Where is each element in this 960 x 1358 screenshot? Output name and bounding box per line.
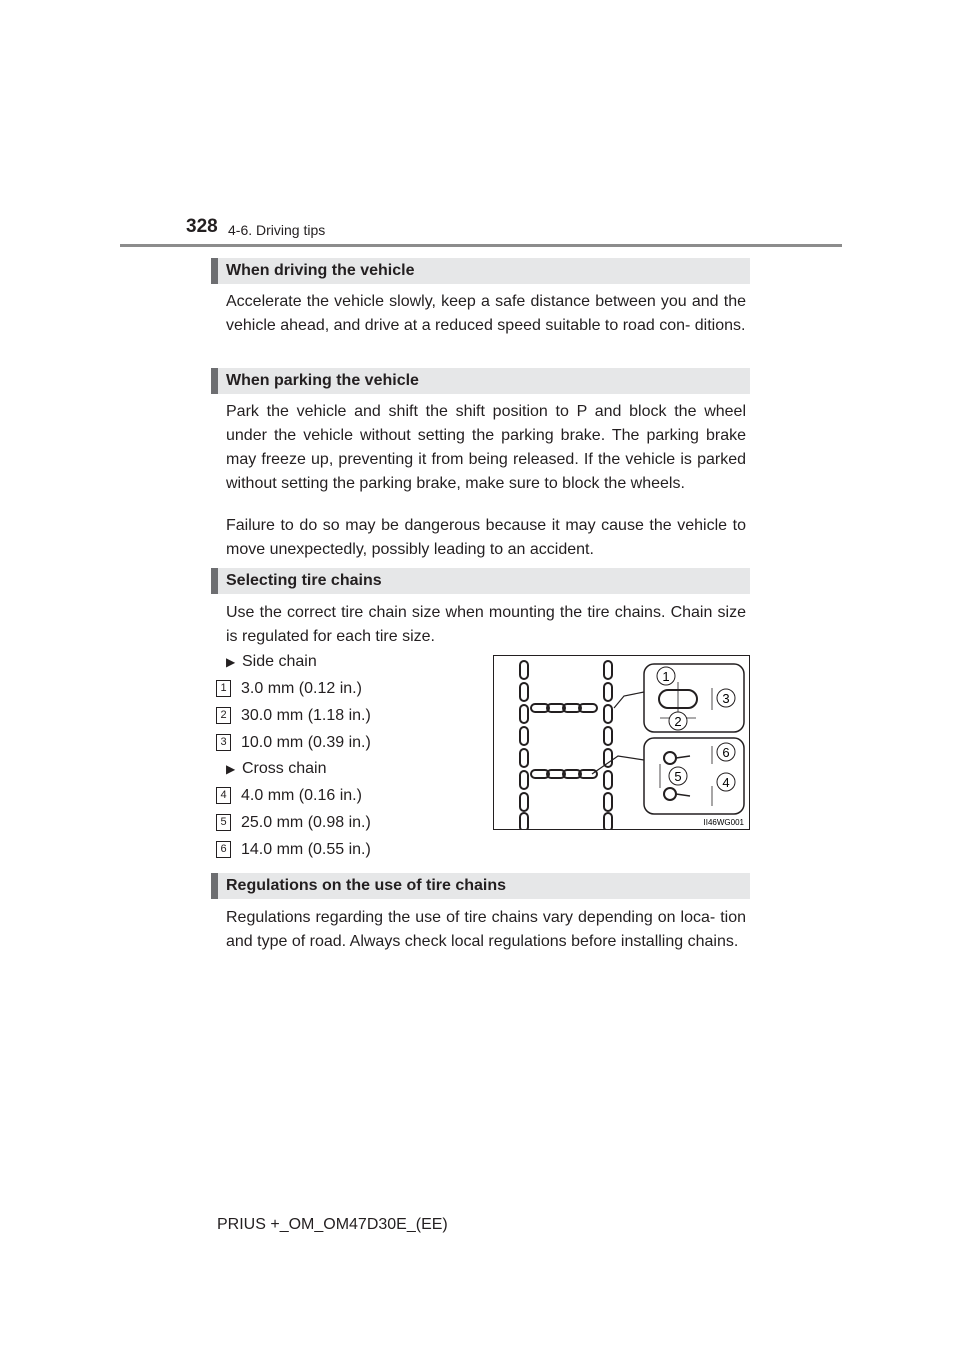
callout-5: 5 — [674, 769, 682, 784]
text-line: chains. — [687, 933, 739, 950]
chain-drawing — [520, 661, 644, 829]
heading-regulations: Regulations on the use of tire chains — [211, 873, 750, 899]
side-chain-label: ▶ Side chain — [226, 650, 317, 674]
text-line: Use the correct tire chain size when mounting the tire chains. Chain — [226, 604, 713, 621]
spec-item: 4 4.0 mm (0.16 in.) — [216, 784, 362, 808]
bullet-triangle-icon: ▶ — [226, 655, 236, 669]
text-line: under the vehicle without setting the parking brake. The parking brake — [226, 427, 746, 444]
heading-chains: Selecting tire chains — [211, 568, 750, 594]
callout-4: 4 — [722, 775, 730, 790]
bullet-triangle-icon: ▶ — [226, 762, 236, 776]
heading-driving: When driving the vehicle — [211, 258, 750, 284]
section-title: 4-6. Driving tips — [228, 222, 326, 238]
spec-item: 1 3.0 mm (0.12 in.) — [216, 677, 362, 701]
text-line: Accelerate the vehicle slowly, keep a safe distance between you and — [226, 293, 719, 310]
regulations-paragraph — [226, 906, 746, 954]
text-line: the vehicle ahead, and drive at a reduced speed suitable to road con- — [226, 293, 746, 334]
page-number: 328 — [186, 216, 218, 237]
callout-6: 6 — [722, 745, 730, 760]
text-line: tion and type of road. Always check local regulations before installing — [226, 909, 746, 950]
text-line: to move unexpectedly, possibly leading to an accident. — [226, 517, 747, 558]
parking-paragraph-1 — [226, 400, 746, 496]
spec-item: 6 14.0 mm (0.55 in.) — [216, 838, 371, 862]
header-rule — [120, 244, 842, 247]
callout-2: 2 — [674, 714, 682, 729]
document-id: PRIUS +_OM_OM47D30E_(EE) — [217, 1216, 448, 1233]
callout-3: 3 — [722, 691, 730, 706]
text-line: Park the vehicle and shift the shift position to P and block the wheel — [226, 403, 746, 420]
cross-chain-label: ▶ Cross chain — [226, 757, 326, 781]
parking-paragraph-2 — [226, 514, 746, 562]
driving-paragraph — [226, 290, 746, 338]
heading-parking: When parking the vehicle — [211, 368, 750, 394]
spec-item: 3 10.0 mm (0.39 in.) — [216, 731, 371, 755]
text-line: wheels. — [630, 475, 685, 492]
callout-1: 1 — [662, 669, 670, 684]
spec-item: 5 25.0 mm (0.98 in.) — [216, 811, 371, 835]
text-line: ditions. — [694, 317, 746, 334]
tire-chain-figure — [493, 655, 750, 830]
text-line: parked without setting the parking brake, make sure to block the — [226, 451, 747, 492]
text-line: may freeze up, preventing it from being released. If the vehicle is — [226, 451, 692, 468]
figure-code: II46WG001 — [703, 818, 744, 827]
chains-paragraph — [226, 601, 746, 649]
text-line: size is regulated for each tire size. — [226, 604, 746, 645]
text-line: Failure to do so may be dangerous because it may cause the vehicle — [226, 517, 728, 534]
spec-item: 2 30.0 mm (1.18 in.) — [216, 704, 371, 728]
text-line: Regulations regarding the use of tire chains vary depending on loca- — [226, 909, 716, 926]
